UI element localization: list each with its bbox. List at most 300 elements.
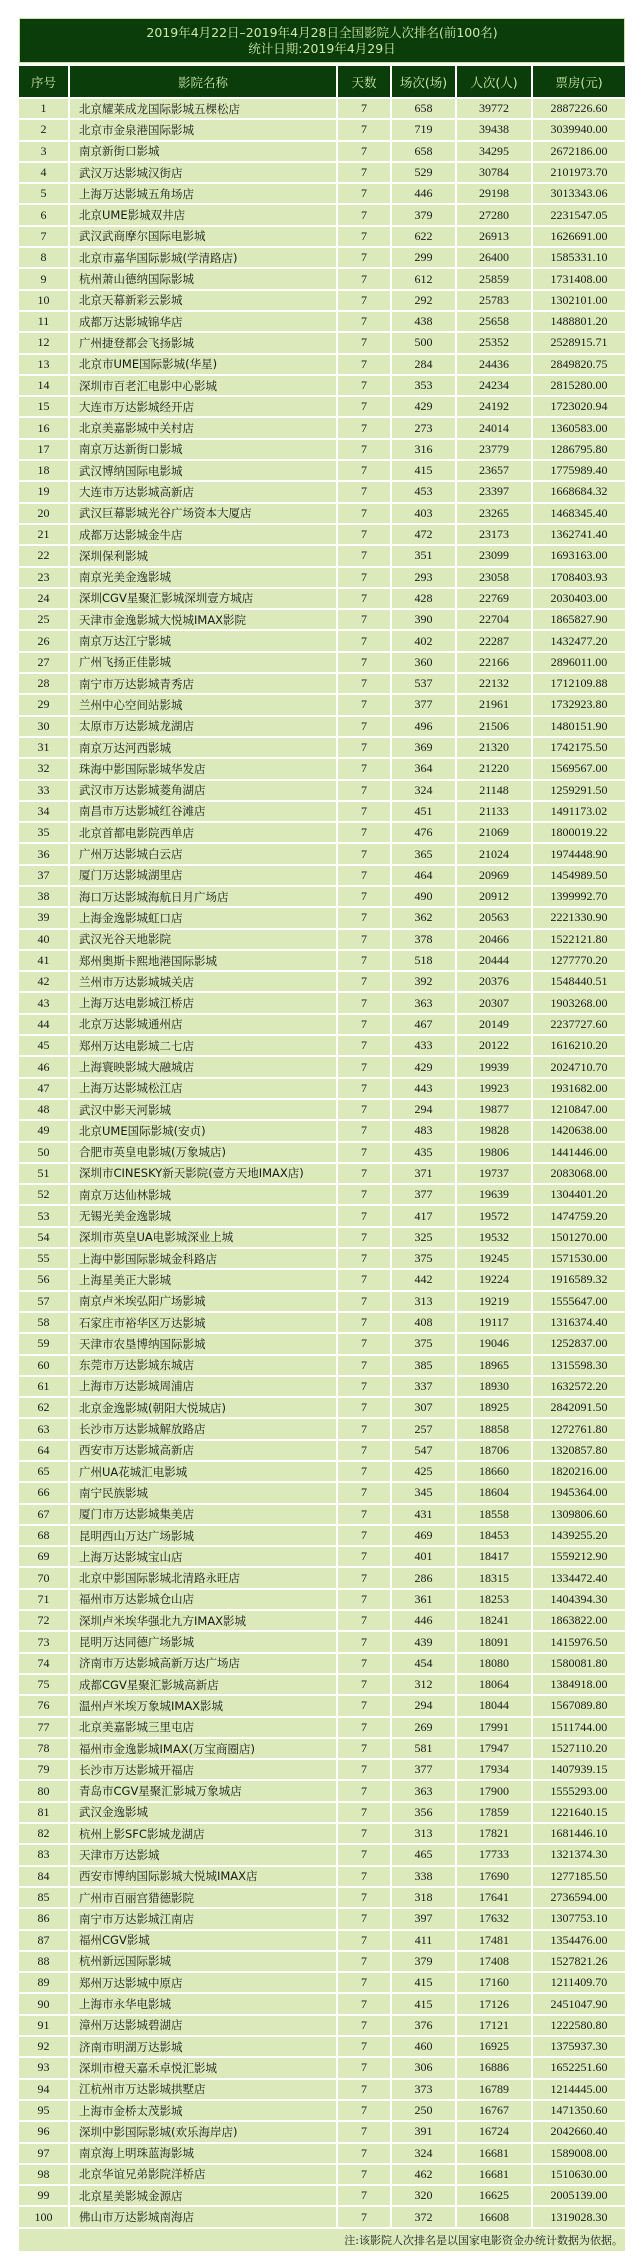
table-row <box>19 99 625 118</box>
cinema-name-cell: 南京光美金逸影城 <box>70 568 336 587</box>
admissions-cell: 24234 <box>457 376 531 395</box>
cinema-name-cell: 大连市万达影城经开店 <box>70 397 336 416</box>
table-row <box>19 1909 625 1928</box>
admissions-cell: 18706 <box>457 1441 531 1460</box>
cinema-name-cell: 北京美嘉影城中关村店 <box>70 418 336 437</box>
shows-cell: 401 <box>392 1547 455 1566</box>
box-office-cell: 1863822.00 <box>533 1611 625 1630</box>
rank-cell: 5 <box>19 184 68 203</box>
footnote: 注:该影院人次排名是以国家电影资金办统计数据为依据。 <box>19 2229 625 2251</box>
admissions-cell: 20376 <box>457 972 531 991</box>
box-office-cell: 1407939.15 <box>533 1760 625 1779</box>
days-cell: 7 <box>338 227 390 246</box>
col-header-days: 天数 <box>338 66 390 97</box>
rank-cell: 24 <box>19 589 68 608</box>
box-office-cell: 1362741.40 <box>533 525 625 544</box>
shows-cell: 451 <box>392 802 455 821</box>
table-row <box>19 887 625 906</box>
days-cell: 7 <box>338 1675 390 1694</box>
shows-cell: 433 <box>392 1036 455 1055</box>
table-row <box>19 504 625 523</box>
shows-cell: 312 <box>392 1675 455 1694</box>
box-office-cell: 1865827.90 <box>533 610 625 629</box>
table-row <box>19 1356 625 1375</box>
shows-cell: 537 <box>392 674 455 693</box>
rank-cell: 75 <box>19 1675 68 1694</box>
cinema-name-cell: 上海万达影城宝山店 <box>70 1547 336 1566</box>
rank-cell: 87 <box>19 1931 68 1950</box>
admissions-cell: 21133 <box>457 802 531 821</box>
cinema-name-cell: 上海市永华电影城 <box>70 1994 336 2013</box>
table-row <box>19 781 625 800</box>
days-cell: 7 <box>338 972 390 991</box>
days-cell: 7 <box>338 2080 390 2099</box>
col-header-box-office: 票房(元) <box>533 66 625 97</box>
admissions-cell: 17934 <box>457 1760 531 1779</box>
rank-cell: 93 <box>19 2058 68 2077</box>
shows-cell: 337 <box>392 1377 455 1396</box>
cinema-name-cell: 深圳市英皇UA电影城深业上城 <box>70 1228 336 1247</box>
box-office-cell: 1548440.51 <box>533 972 625 991</box>
days-cell: 7 <box>338 1036 390 1055</box>
table-row <box>19 1845 625 1864</box>
cinema-name-cell: 厦门万达影城湖里店 <box>70 866 336 885</box>
admissions-cell: 29198 <box>457 184 531 203</box>
shows-cell: 362 <box>392 908 455 927</box>
table-row <box>19 631 625 650</box>
shows-cell: 306 <box>392 2058 455 2077</box>
shows-cell: 464 <box>392 866 455 885</box>
shows-cell: 376 <box>392 2016 455 2035</box>
rank-cell: 84 <box>19 1867 68 1886</box>
box-office-cell: 1712109.88 <box>533 674 625 693</box>
cinema-name-cell: 长沙市万达影城解放路店 <box>70 1419 336 1438</box>
table-row <box>19 1547 625 1566</box>
shows-cell: 438 <box>392 312 455 331</box>
table-row <box>19 1079 625 1098</box>
rank-cell: 44 <box>19 1015 68 1034</box>
table-row <box>19 1270 625 1289</box>
admissions-cell: 18858 <box>457 1419 531 1438</box>
days-cell: 7 <box>338 1270 390 1289</box>
cinema-name-cell: 江杭州市万达影城拱墅店 <box>70 2080 336 2099</box>
admissions-cell: 19224 <box>457 1270 531 1289</box>
admissions-cell: 17947 <box>457 1739 531 1758</box>
table-row <box>19 2186 625 2205</box>
cinema-name-cell: 北京中影国际影城北清路永旺店 <box>70 1568 336 1587</box>
box-office-cell: 1307753.10 <box>533 1909 625 1928</box>
box-office-cell: 1491173.02 <box>533 802 625 821</box>
admissions-cell: 20122 <box>457 1036 531 1055</box>
table-row <box>19 1696 625 1715</box>
cinema-name-cell: 福州CGV影城 <box>70 1931 336 1950</box>
shows-cell: 356 <box>392 1803 455 1822</box>
box-office-cell: 2221330.90 <box>533 908 625 927</box>
cinema-name-cell: 杭州上影SFC影城龙湖店 <box>70 1824 336 1843</box>
days-cell: 7 <box>338 2165 390 2184</box>
days-cell: 7 <box>338 1462 390 1481</box>
table-row <box>19 972 625 991</box>
admissions-cell: 18241 <box>457 1611 531 1630</box>
admissions-cell: 22769 <box>457 589 531 608</box>
admissions-cell: 27280 <box>457 205 531 224</box>
cinema-name-cell: 北京首都电影院西单店 <box>70 823 336 842</box>
rank-cell: 68 <box>19 1526 68 1545</box>
cinema-name-cell: 兰州中心空间站影城 <box>70 695 336 714</box>
box-office-cell: 2736594.00 <box>533 1888 625 1907</box>
rank-cell: 3 <box>19 142 68 161</box>
admissions-cell: 19877 <box>457 1100 531 1119</box>
table-row <box>19 1441 625 1460</box>
cinema-name-cell: 北京万达影城通州店 <box>70 1015 336 1034</box>
admissions-cell: 19219 <box>457 1292 531 1311</box>
cinema-name-cell: 北京星美影城金源店 <box>70 2186 336 2205</box>
box-office-cell: 2083068.00 <box>533 1164 625 1183</box>
rank-cell: 4 <box>19 163 68 182</box>
table-row <box>19 1632 625 1651</box>
table-row <box>19 2165 625 2184</box>
box-office-cell: 3039940.00 <box>533 120 625 139</box>
table-row <box>19 184 625 203</box>
box-office-cell: 1723020.94 <box>533 397 625 416</box>
shows-cell: 472 <box>392 525 455 544</box>
rank-cell: 94 <box>19 2080 68 2099</box>
rank-cell: 80 <box>19 1781 68 1800</box>
box-office-cell: 1681446.10 <box>533 1824 625 1843</box>
shows-cell: 446 <box>392 1611 455 1630</box>
days-cell: 7 <box>338 1611 390 1630</box>
table-row <box>19 163 625 182</box>
table-row <box>19 2122 625 2141</box>
rank-cell: 7 <box>19 227 68 246</box>
days-cell: 7 <box>338 397 390 416</box>
days-cell: 7 <box>338 461 390 480</box>
table-row <box>19 930 625 949</box>
shows-cell: 490 <box>392 887 455 906</box>
col-header-admissions: 人次(人) <box>457 66 531 97</box>
table-row <box>19 1143 625 1162</box>
cinema-name-cell: 南京卢米埃弘阳广场影城 <box>70 1292 336 1311</box>
rank-cell: 100 <box>19 2207 68 2226</box>
shows-cell: 408 <box>392 1313 455 1332</box>
days-cell: 7 <box>338 1909 390 1928</box>
rank-cell: 67 <box>19 1505 68 1524</box>
cinema-name-cell: 郑州万达电影城二七店 <box>70 1036 336 1055</box>
cinema-name-cell: 北京天幕新彩云影城 <box>70 291 336 310</box>
cinema-name-cell: 北京耀莱成龙国际影城五棵松店 <box>70 99 336 118</box>
shows-cell: 320 <box>392 2186 455 2205</box>
admissions-cell: 20969 <box>457 866 531 885</box>
admissions-cell: 21961 <box>457 695 531 714</box>
box-office-cell: 1319028.30 <box>533 2207 625 2226</box>
shows-cell: 429 <box>392 1057 455 1076</box>
box-office-cell: 1585331.10 <box>533 248 625 267</box>
shows-cell: 443 <box>392 1079 455 1098</box>
shows-cell: 250 <box>392 2101 455 2120</box>
box-office-cell: 1320857.80 <box>533 1441 625 1460</box>
admissions-cell: 17121 <box>457 2016 531 2035</box>
shows-cell: 371 <box>392 1164 455 1183</box>
days-cell: 7 <box>338 2058 390 2077</box>
admissions-cell: 18965 <box>457 1356 531 1375</box>
cinema-name-cell: 上海万达影城松江店 <box>70 1079 336 1098</box>
shows-cell: 411 <box>392 1931 455 1950</box>
table-row <box>19 1313 625 1332</box>
days-cell: 7 <box>338 1590 390 1609</box>
days-cell: 7 <box>338 291 390 310</box>
days-cell: 7 <box>338 781 390 800</box>
table-row <box>19 227 625 246</box>
days-cell: 7 <box>338 1824 390 1843</box>
box-office-cell: 2849820.75 <box>533 355 625 374</box>
cinema-name-cell: 南京新街口影城 <box>70 142 336 161</box>
box-office-cell: 1272761.80 <box>533 1419 625 1438</box>
admissions-cell: 17481 <box>457 1931 531 1950</box>
table-row <box>19 589 625 608</box>
cinema-name-cell: 天津市金逸影城大悦城IMAX影院 <box>70 610 336 629</box>
table-row <box>19 1739 625 1758</box>
admissions-cell: 23058 <box>457 568 531 587</box>
rank-cell: 97 <box>19 2144 68 2163</box>
table-row <box>19 482 625 501</box>
rank-cell: 42 <box>19 972 68 991</box>
admissions-cell: 19532 <box>457 1228 531 1247</box>
box-office-cell: 1488801.20 <box>533 312 625 331</box>
box-office-cell: 2237727.60 <box>533 1015 625 1034</box>
table-row <box>19 1377 625 1396</box>
cinema-name-cell: 无锡光美金逸影城 <box>70 1206 336 1225</box>
shows-cell: 292 <box>392 291 455 310</box>
shows-cell: 476 <box>392 823 455 842</box>
days-cell: 7 <box>338 1377 390 1396</box>
admissions-cell: 18044 <box>457 1696 531 1715</box>
cinema-name-cell: 杭州萧山德纳国际影城 <box>70 269 336 288</box>
shows-cell: 373 <box>392 2080 455 2099</box>
table-row <box>19 1931 625 1950</box>
rank-cell: 29 <box>19 695 68 714</box>
box-office-cell: 1559212.90 <box>533 1547 625 1566</box>
shows-cell: 425 <box>392 1462 455 1481</box>
cinema-name-cell: 昆明万达同德广场影城 <box>70 1632 336 1651</box>
admissions-cell: 17690 <box>457 1867 531 1886</box>
shows-cell: 313 <box>392 1292 455 1311</box>
table-row <box>19 1483 625 1502</box>
box-office-cell: 1468345.40 <box>533 504 625 523</box>
box-office-cell: 1222580.80 <box>533 2016 625 2035</box>
rank-cell: 22 <box>19 546 68 565</box>
days-cell: 7 <box>338 355 390 374</box>
table-row <box>19 397 625 416</box>
cinema-name-cell: 武汉光谷天地影院 <box>70 930 336 949</box>
admissions-cell: 26913 <box>457 227 531 246</box>
shows-cell: 428 <box>392 589 455 608</box>
shows-cell: 483 <box>392 1121 455 1140</box>
shows-cell: 465 <box>392 1845 455 1864</box>
cinema-name-cell: 南京万达河西影城 <box>70 738 336 757</box>
table-row <box>19 1036 625 1055</box>
box-office-cell: 1732923.80 <box>533 695 625 714</box>
days-cell: 7 <box>338 1931 390 1950</box>
box-office-cell: 1974448.90 <box>533 844 625 863</box>
box-office-cell: 2528915.71 <box>533 333 625 352</box>
admissions-cell: 19939 <box>457 1057 531 1076</box>
box-office-cell: 1527110.20 <box>533 1739 625 1758</box>
cinema-name-cell: 北京金逸影城(朝阳大悦城店) <box>70 1398 336 1417</box>
rank-cell: 30 <box>19 717 68 736</box>
admissions-cell: 16608 <box>457 2207 531 2226</box>
admissions-cell: 21220 <box>457 759 531 778</box>
days-cell: 7 <box>338 1015 390 1034</box>
cinema-name-cell: 福州市金逸影城IMAX(万宝商圈店) <box>70 1739 336 1758</box>
cinema-name-cell: 太原市万达影城龙湖店 <box>70 717 336 736</box>
cinema-name-cell: 武汉万达影城汉街店 <box>70 163 336 182</box>
rank-cell: 91 <box>19 2016 68 2035</box>
days-cell: 7 <box>338 1568 390 1587</box>
table-row <box>19 142 625 161</box>
rank-cell: 2 <box>19 120 68 139</box>
shows-cell: 581 <box>392 1739 455 1758</box>
rank-cell: 40 <box>19 930 68 949</box>
shows-cell: 622 <box>392 227 455 246</box>
cinema-name-cell: 厦门市万达影城集美店 <box>70 1505 336 1524</box>
shows-cell: 325 <box>392 1228 455 1247</box>
days-cell: 7 <box>338 2144 390 2163</box>
box-office-cell: 2896011.00 <box>533 653 625 672</box>
rank-cell: 86 <box>19 1909 68 1928</box>
admissions-cell: 18604 <box>457 1483 531 1502</box>
days-cell: 7 <box>338 2101 390 2120</box>
table-row <box>19 993 625 1012</box>
admissions-cell: 19639 <box>457 1185 531 1204</box>
box-office-cell: 2005139.00 <box>533 2186 625 2205</box>
rank-cell: 95 <box>19 2101 68 2120</box>
admissions-cell: 23779 <box>457 440 531 459</box>
box-office-cell: 1903268.00 <box>533 993 625 1012</box>
rank-cell: 45 <box>19 1036 68 1055</box>
cinema-name-cell: 北京市金泉港国际影城 <box>70 120 336 139</box>
box-office-cell: 1439255.20 <box>533 1526 625 1545</box>
cinema-name-cell: 深圳市橙天嘉禾卓悦汇影城 <box>70 2058 336 2077</box>
shows-cell: 415 <box>392 461 455 480</box>
cinema-name-cell: 广州捷登都会飞扬影城 <box>70 333 336 352</box>
shows-cell: 365 <box>392 844 455 863</box>
table-row <box>19 1611 625 1630</box>
table-row <box>19 2016 625 2035</box>
cinema-name-cell: 西安市博纳国际影城大悦城IMAX店 <box>70 1867 336 1886</box>
days-cell: 7 <box>338 248 390 267</box>
cinema-name-cell: 广州UA花城汇电影城 <box>70 1462 336 1481</box>
box-office-cell: 1589008.00 <box>533 2144 625 2163</box>
rank-cell: 88 <box>19 1952 68 1971</box>
admissions-cell: 16625 <box>457 2186 531 2205</box>
days-cell: 7 <box>338 717 390 736</box>
box-office-cell: 1511744.00 <box>533 1718 625 1737</box>
rank-cell: 77 <box>19 1718 68 1737</box>
days-cell: 7 <box>338 951 390 970</box>
admissions-cell: 22704 <box>457 610 531 629</box>
admissions-cell: 34295 <box>457 142 531 161</box>
table-row <box>19 546 625 565</box>
shows-cell: 360 <box>392 653 455 672</box>
days-cell: 7 <box>338 2207 390 2226</box>
table-row <box>19 568 625 587</box>
rank-cell: 17 <box>19 440 68 459</box>
table-row <box>19 376 625 395</box>
admissions-cell: 17126 <box>457 1994 531 2013</box>
box-office-cell: 1775989.40 <box>533 461 625 480</box>
days-cell: 7 <box>338 1292 390 1311</box>
shows-cell: 353 <box>392 376 455 395</box>
ranking-report <box>19 18 625 2253</box>
admissions-cell: 17641 <box>457 1888 531 1907</box>
days-cell: 7 <box>338 823 390 842</box>
cinema-name-cell: 南京万达仙林影城 <box>70 1185 336 1204</box>
cinema-name-cell: 福州市万达影城仓山店 <box>70 1590 336 1609</box>
days-cell: 7 <box>338 2016 390 2035</box>
shows-cell: 460 <box>392 2037 455 2056</box>
col-header-shows: 场次(场) <box>392 66 455 97</box>
cinema-name-cell: 北京市嘉华国际影城(学清路店) <box>70 248 336 267</box>
rank-cell: 28 <box>19 674 68 693</box>
box-office-cell: 1501270.00 <box>533 1228 625 1247</box>
table-row <box>19 312 625 331</box>
cinema-name-cell: 上海万达影城五角场店 <box>70 184 336 203</box>
rank-cell: 27 <box>19 653 68 672</box>
admissions-cell: 18253 <box>457 1590 531 1609</box>
cinema-name-cell: 武汉金逸影城 <box>70 1803 336 1822</box>
table-row <box>19 1398 625 1417</box>
shows-cell: 299 <box>392 248 455 267</box>
cinema-name-cell: 深圳市CINESKY新天影院(壹方天地IMAX店) <box>70 1164 336 1183</box>
days-cell: 7 <box>338 418 390 437</box>
table-row <box>19 1973 625 1992</box>
days-cell: 7 <box>338 2186 390 2205</box>
cinema-name-cell: 上海万达电影城江桥店 <box>70 993 336 1012</box>
rank-cell: 51 <box>19 1164 68 1183</box>
table-row <box>19 2144 625 2163</box>
rank-cell: 1 <box>19 99 68 118</box>
box-office-cell: 1567089.80 <box>533 1696 625 1715</box>
days-cell: 7 <box>338 568 390 587</box>
rank-cell: 64 <box>19 1441 68 1460</box>
rank-cell: 60 <box>19 1356 68 1375</box>
days-cell: 7 <box>338 887 390 906</box>
cinema-name-cell: 天津市万达影城 <box>70 1845 336 1864</box>
box-office-cell: 1315598.30 <box>533 1356 625 1375</box>
shows-cell: 402 <box>392 631 455 650</box>
box-office-cell: 1480151.90 <box>533 717 625 736</box>
days-cell: 7 <box>338 1164 390 1183</box>
cinema-name-cell: 上海中影国际影城金科路店 <box>70 1249 336 1268</box>
table-row <box>19 951 625 970</box>
table-row <box>19 1185 625 1204</box>
shows-cell: 547 <box>392 1441 455 1460</box>
cinema-name-cell: 兰州市万达影城城关店 <box>70 972 336 991</box>
days-cell: 7 <box>338 546 390 565</box>
days-cell: 7 <box>338 759 390 778</box>
box-office-cell: 1569567.00 <box>533 759 625 778</box>
shows-cell: 375 <box>392 1334 455 1353</box>
admissions-cell: 26400 <box>457 248 531 267</box>
col-header-cinema-name: 影院名称 <box>70 66 336 97</box>
rank-cell: 33 <box>19 781 68 800</box>
admissions-cell: 17408 <box>457 1952 531 1971</box>
days-cell: 7 <box>338 1185 390 1204</box>
table-row <box>19 269 625 288</box>
days-cell: 7 <box>338 1781 390 1800</box>
days-cell: 7 <box>338 163 390 182</box>
shows-cell: 417 <box>392 1206 455 1225</box>
